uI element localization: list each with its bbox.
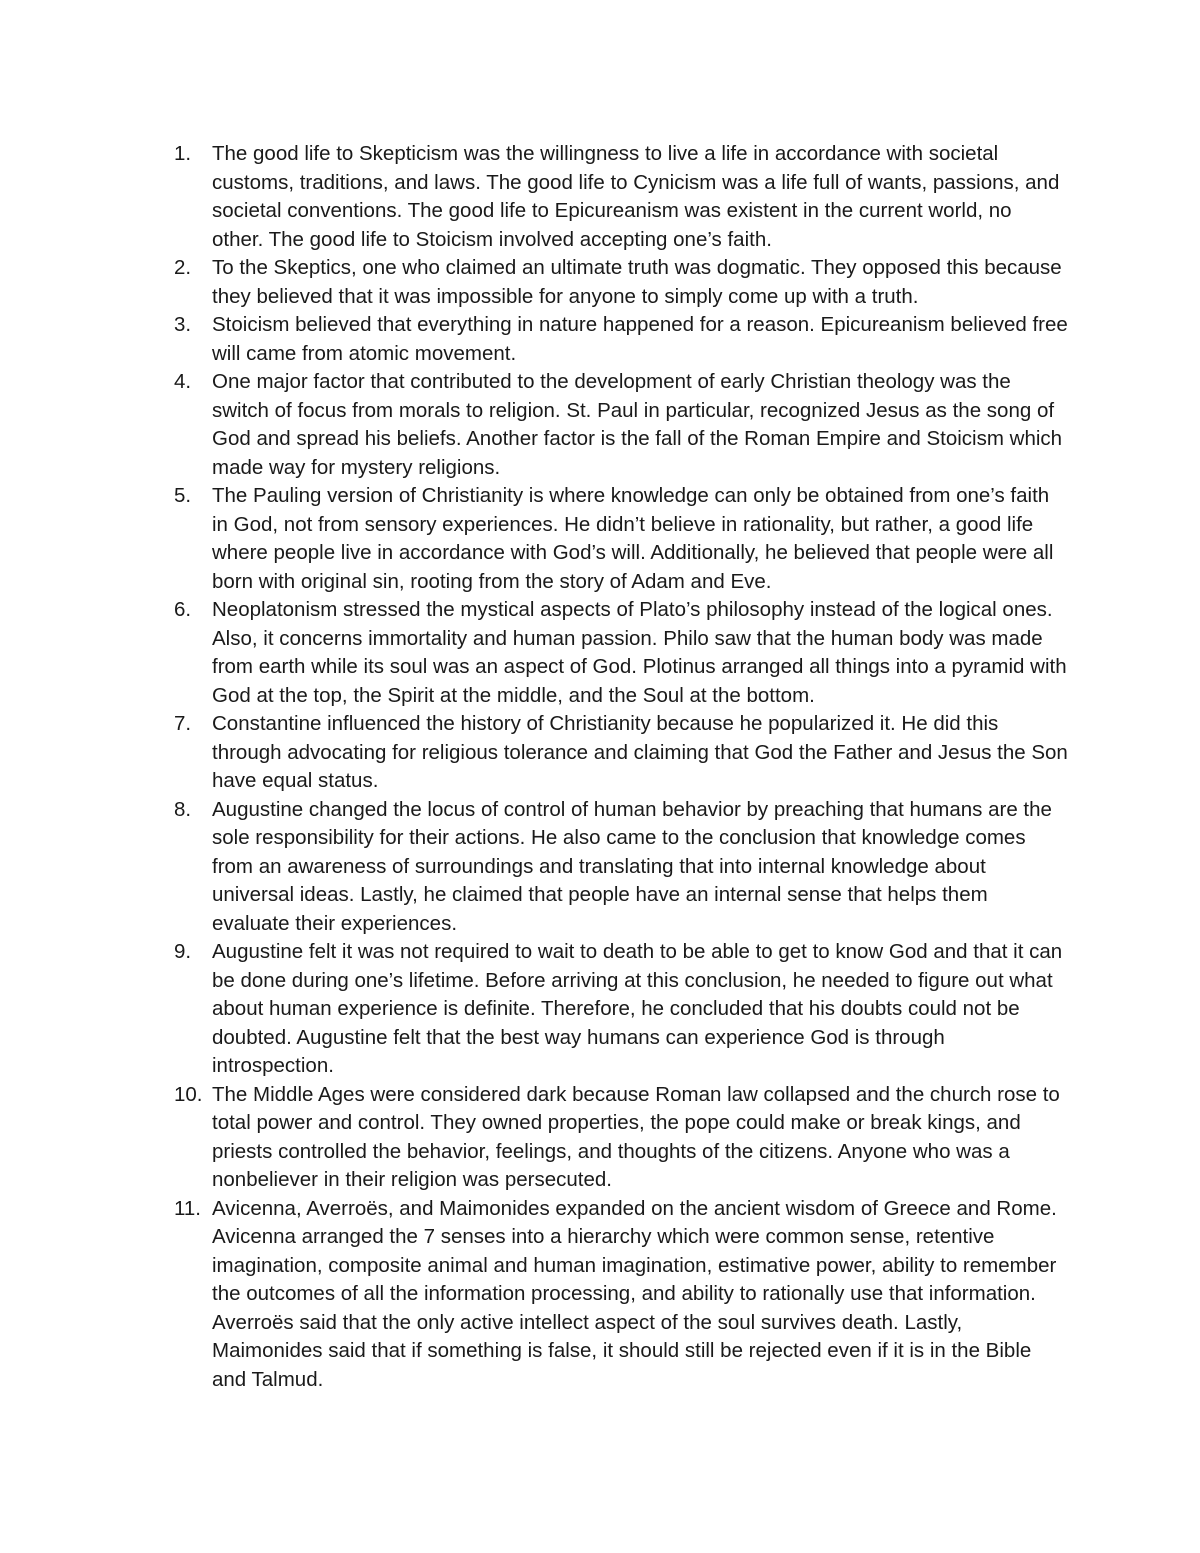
item-text: Neoplatonism stressed the mystical aspects of Plato’s philosophy instead of the logical ones. Also, it concerns immortality and human passion. Philo saw that the human body was made from earth while its soul was an aspect of God. Plotinus arranged all things into a pyramid with God at the top, the Spirit at the middle, and the Soul at the bottom.: [212, 598, 1067, 707]
answer-list: [168, 140, 1068, 1394]
item-text: The Pauling version of Christianity is where knowledge can only be obtained from one’s faith in God, not from sensory experiences. He didn’t believe in rationality, but rather, a good life where people live in accordance with God’s will. Additionally, he believed that people were all born with original sin, rooting from the story of Adam and Eve.: [212, 484, 1054, 593]
item-number: 9.: [174, 940, 192, 963]
item-number: 5.: [174, 484, 192, 507]
list-item: [168, 938, 1068, 1081]
item-number: 7.: [174, 712, 192, 735]
item-text: The Middle Ages were considered dark because Roman law collapsed and the church rose to total power and control. They owned properties, the pope could make or break kings, and priests controlled the behavior, feelings, and thoughts of the citizens. Anyone who was a nonbeliever in their religion was persecuted.: [212, 1082, 1060, 1191]
list-item: [168, 254, 1068, 311]
item-number: 1.: [174, 142, 192, 165]
item-number: 11.: [174, 1196, 201, 1220]
item-text: The good life to Skepticism was the willingness to live a life in accordance with societal customs, traditions, and laws. The good life to Cynicism was a life full of wants, passions, and societal conventions. The good life to Epicureanism was existent in the current world, no other. The good life to Stoicism involved accepting one’s faith.: [212, 142, 1060, 251]
item-text: Augustine changed the locus of control of human behavior by preaching that humans are the sole responsibility for their actions. He also came to the conclusion that knowledge comes from an awareness of surroundings and translating that into internal knowledge about universal ideas. Lastly, he claimed that people have an internal sense that helps them evaluate their experiences.: [212, 797, 1052, 935]
item-text: Stoicism believed that everything in nature happened for a reason. Epicureanism believed free will came from atomic movement.: [212, 313, 1068, 365]
item-number: 6.: [174, 598, 192, 621]
item-text: One major factor that contributed to the development of early Christian theology was the switch of focus from morals to religion. St. Paul in particular, recognized Jesus as the song of God and spread his beliefs. Another factor is the fall of the Roman Empire and Stoicism which made way for mystery religions.: [212, 370, 1063, 479]
item-number: 2.: [174, 256, 192, 279]
list-item: [168, 796, 1068, 939]
list-item: [168, 596, 1068, 710]
item-number: 8.: [174, 797, 192, 821]
list-item: [168, 1081, 1068, 1195]
item-text: Augustine felt it was not required to wait to death to be able to get to know God and that it can be done during one’s lifetime. Before arriving at this conclusion, he needed to figure out what about human experience is definite. Therefore, he concluded that his doubts could not be doubted. Augustine felt that the best way humans can experience God is through introspection.: [212, 940, 1063, 1077]
list-item: [168, 482, 1068, 596]
list-item: [168, 368, 1068, 482]
item-text: To the Skeptics, one who claimed an ultimate truth was dogmatic. They opposed this because they believed that it was impossible for anyone to simply come up with a truth.: [212, 256, 1062, 308]
list-item: [168, 311, 1068, 368]
list-item: [168, 1195, 1068, 1395]
list-item: [168, 140, 1068, 254]
item-number: 3.: [174, 313, 192, 336]
item-text: Constantine influenced the history of Christianity because he popularized it. He did this through advocating for religious tolerance and claiming that God the Father and Jesus the Son have equal status.: [212, 712, 1068, 792]
item-number: 4.: [174, 370, 192, 393]
item-number: 10.: [174, 1082, 203, 1106]
list-item: [168, 710, 1068, 796]
item-text: Avicenna, Averroës, and Maimonides expanded on the ancient wisdom of Greece and Rome. Avicenna arranged the 7 senses into a hierarchy which were common sense, retentive imagination, composite animal and human imagination, estimative power, ability to remember the outcomes of all the information processing, and ability to rationally use that information. Averroës said that the only active intellect aspect of the soul survives death. Lastly, Maimonides said that if something is false, it should still be rejected even if it is in the Bible and Talmud.: [212, 1196, 1057, 1391]
